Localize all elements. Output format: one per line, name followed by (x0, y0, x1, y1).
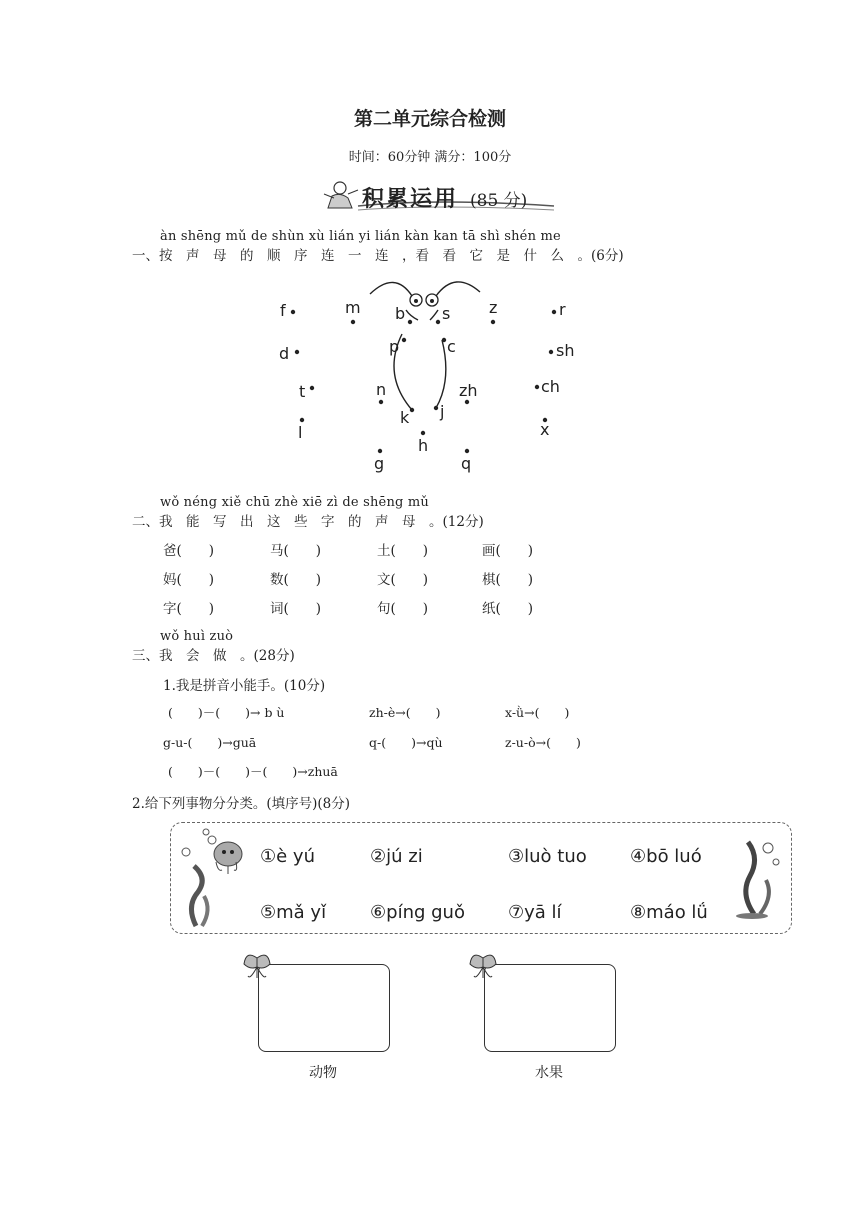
word-option: ⑦yā lí (508, 902, 562, 923)
q4-title: 2.给下列事物分分类。(填序号)(8分) (132, 796, 351, 812)
letter-b: b (395, 304, 406, 323)
letter-t: t (299, 382, 306, 401)
q3-text: 三、我 会 做 。(28分) (132, 648, 295, 664)
fruit-answer-box[interactable] (484, 964, 616, 1052)
fill-cell[interactable]: 句( ) (377, 601, 429, 617)
pinyin-task[interactable]: z-u-ò→( ) (505, 735, 581, 750)
eyes-icon (410, 294, 438, 306)
pinyin-task[interactable]: g-u-( )→guā (163, 735, 257, 750)
dot-b (408, 320, 412, 324)
letter-n: n (376, 380, 387, 399)
dot-k (410, 408, 414, 412)
antenna-left (370, 282, 412, 296)
page-title: 第二单元综合检测 (353, 108, 506, 130)
fill-cell[interactable]: 字( ) (163, 601, 215, 617)
letter-x: x (540, 420, 550, 439)
fill-cell[interactable]: 土( ) (377, 543, 429, 559)
dot-j (434, 406, 438, 410)
butterfly-icon (466, 950, 500, 984)
dot-p (402, 338, 406, 342)
pinyin-task[interactable]: ( )－( )－( )→zhuā (168, 764, 338, 779)
letter-r: r (559, 300, 566, 319)
letter-zh: zh (459, 381, 478, 400)
letter-d: d (279, 344, 290, 363)
word-option: ④bō luó (630, 846, 702, 867)
seaweed-icon (732, 836, 786, 920)
word-option: ⑧máo lǘ (630, 902, 708, 923)
word-option: ⑤mǎ yǐ (260, 902, 327, 923)
letter-z: z (489, 298, 498, 317)
box-label-fruits: 水果 (535, 1065, 563, 1081)
page-subtitle: 时间：60分钟 满分：100分 (348, 150, 512, 165)
letter-c: c (447, 337, 456, 356)
letter-m: m (345, 298, 361, 317)
dot-r (552, 310, 556, 314)
q3-sub1: 1.我是拼音小能手。(10分) (163, 678, 326, 694)
word-option: ②jú zi (370, 846, 423, 867)
animal-answer-box[interactable] (258, 964, 390, 1052)
pinyin-task[interactable]: x-ǜ→( ) (505, 705, 570, 720)
banner-score: (85 分) (470, 191, 528, 211)
letter-l: l (298, 423, 303, 442)
pinyin-task[interactable]: zh-è→( ) (369, 705, 441, 720)
letter-h: h (418, 436, 429, 455)
letter-g: g (374, 454, 385, 473)
dot-z (491, 320, 495, 324)
dot-m (351, 320, 355, 324)
letter-ch: ch (541, 377, 560, 396)
letter-s: s (442, 304, 451, 323)
fill-cell[interactable]: 纸( ) (482, 601, 534, 617)
letter-sh: sh (556, 341, 575, 360)
dot-t (310, 386, 314, 390)
q2-pinyin: wǒ néng xiě chū zhè xiē zì de shēng mǔ (160, 495, 429, 510)
dot-ch (535, 385, 539, 389)
q3-pinyin: wǒ huì zuò (160, 629, 234, 644)
fill-cell[interactable]: 词( ) (270, 601, 322, 617)
dot-d (295, 350, 299, 354)
octopus-seaweed-icon (176, 826, 256, 930)
fill-cell[interactable]: 画( ) (482, 543, 534, 559)
fill-cell[interactable]: 妈( ) (163, 572, 215, 588)
box-label-animals: 动物 (309, 1065, 337, 1081)
banner-title: 积累运用 (362, 187, 459, 212)
butterfly-icon (240, 950, 274, 984)
dot-f (291, 310, 295, 314)
fill-cell[interactable]: 棋( ) (482, 572, 534, 588)
dot-sh (549, 350, 553, 354)
letter-j: j (440, 402, 445, 421)
dot-s (436, 320, 440, 324)
body-right (436, 340, 446, 408)
word-option: ③luò tuo (508, 846, 587, 867)
letter-p: p (389, 337, 400, 356)
dot-g (378, 449, 382, 453)
q1-pinyin: àn shēng mǔ de shùn xù lián yi lián kàn kan tā shì shén me (160, 229, 561, 244)
dot-l (300, 418, 304, 422)
dot-h (421, 431, 425, 435)
word-option: ⑥píng guǒ (370, 902, 465, 923)
fill-cell[interactable]: 马( ) (270, 543, 322, 559)
fill-cell[interactable]: 文( ) (377, 572, 429, 588)
fill-cell[interactable]: 爸( ) (163, 543, 215, 559)
pinyin-task[interactable]: q-( )→qù (369, 735, 443, 750)
fill-cell[interactable]: 数( ) (270, 572, 322, 588)
q2-text: 二、我 能 写 出 这 些 字 的 声 母 。(12分) (132, 514, 484, 530)
dot-n (379, 400, 383, 404)
dot-c (442, 338, 446, 342)
q1-text: 一、按 声 母 的 顺 序 连 一 连 ，看 看 它 是 什 么 。(6分) (132, 248, 624, 264)
word-option: ①è yú (260, 846, 315, 867)
letter-q: q (461, 454, 472, 473)
antenna-right (436, 282, 480, 296)
dot-zh (465, 400, 469, 404)
letter-k: k (400, 408, 410, 427)
pinyin-task[interactable]: ( )－( )→ b ù (168, 705, 285, 720)
letter-f: f (280, 301, 286, 320)
dot-q (465, 449, 469, 453)
